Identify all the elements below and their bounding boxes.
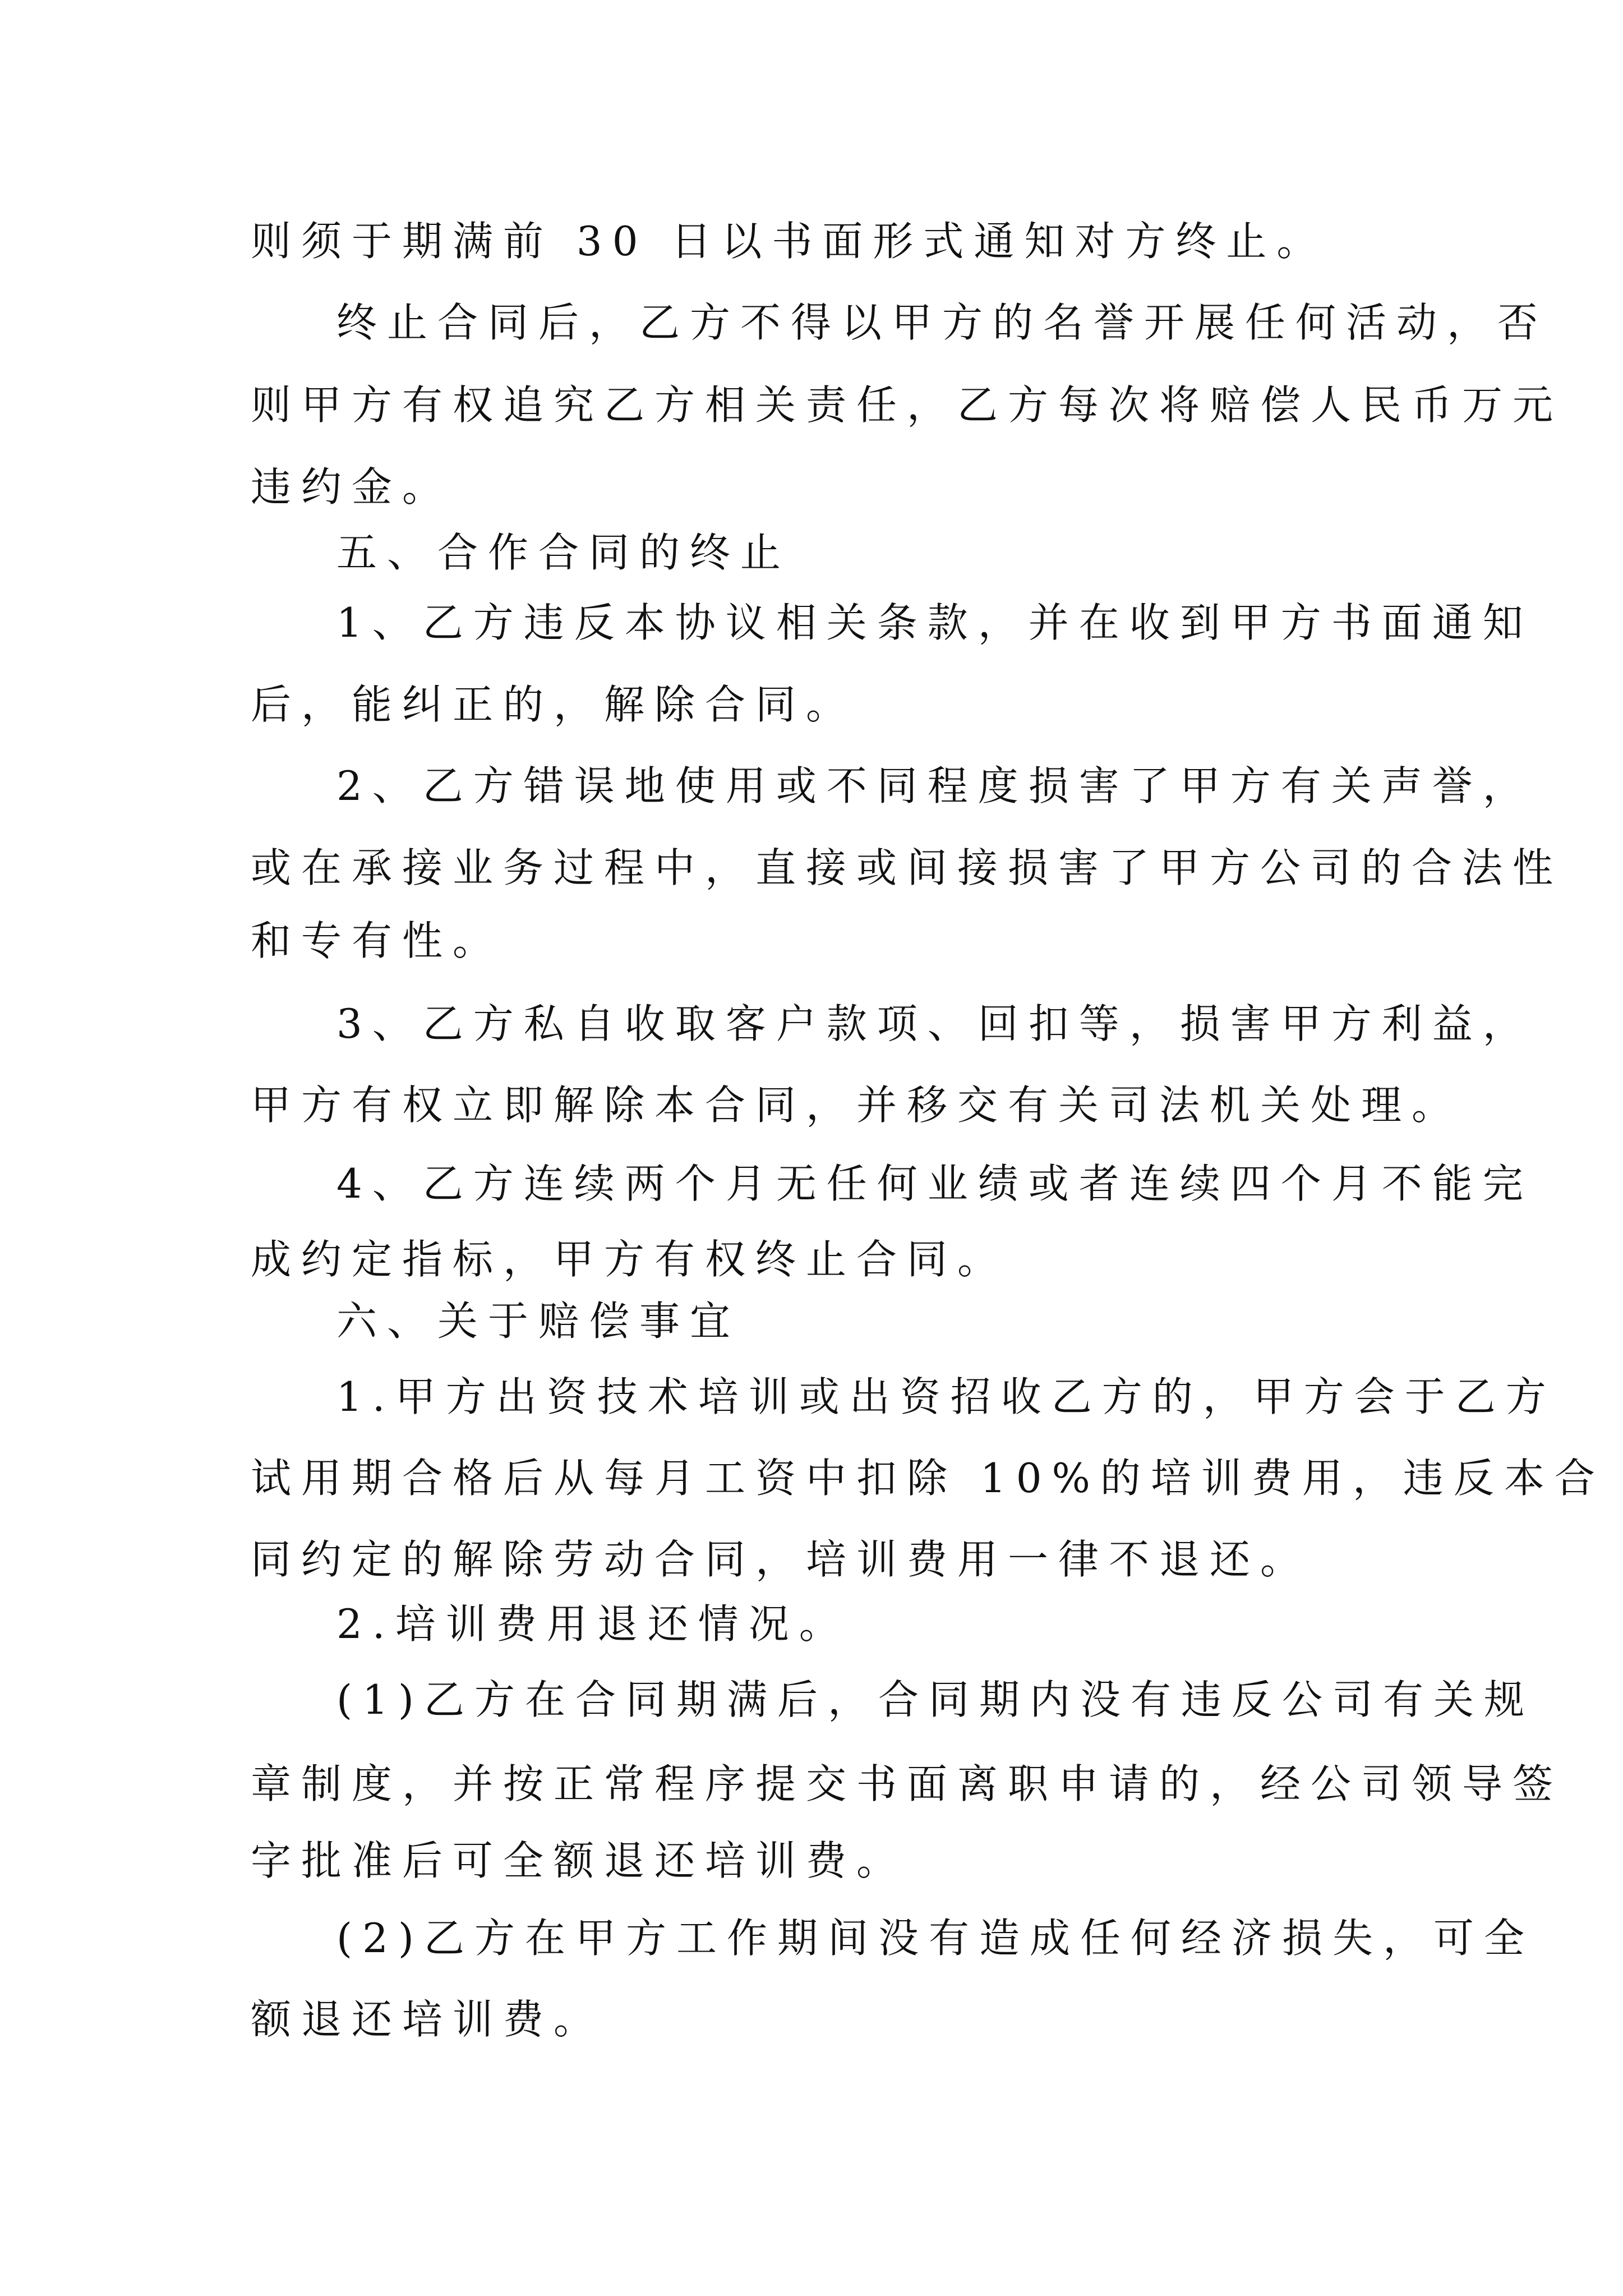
text-line: (1)乙方在合同期满后，合同期内没有违反公司有关规: [336, 1676, 1534, 1723]
text-line: 终止合同后，乙方不得以甲方的名誉开展任何活动，否: [336, 299, 1548, 346]
text-line: (2)乙方在甲方工作期间没有造成任何经济损失，可全: [336, 1915, 1534, 1962]
text-line: 后，能纠正的，解除合同。: [251, 681, 857, 728]
text-line: 3、乙方私自收取客户款项、回扣等，损害甲方利益，: [336, 1000, 1533, 1047]
text-line: 4、乙方连续两个月无任何业绩或者连续四个月不能完: [336, 1160, 1533, 1207]
text-line: 则须于期满前 30 日以书面形式通知对方终止。: [251, 218, 1327, 265]
text-line: 同约定的解除劳动合同，培训费用一律不退还。: [251, 1536, 1311, 1583]
text-line: 则甲方有权追究乙方相关责任，乙方每次将赔偿人民币万元: [251, 381, 1564, 429]
section-heading: 五、合作合同的终止: [336, 529, 791, 576]
text-line: 1、乙方违反本协议相关条款，并在收到甲方书面通知: [336, 599, 1533, 646]
text-line: 字批准后可全额退还培训费。: [251, 1837, 907, 1884]
text-line: 章制度，并按正常程序提交书面离职申请的，经公司领导签: [251, 1760, 1564, 1807]
section-heading: 六、关于赔偿事宜: [336, 1297, 741, 1345]
text-line: 违约金。: [251, 463, 453, 510]
text-line: 1.甲方出资技术培训或出资招收乙方的，甲方会于乙方: [336, 1373, 1556, 1420]
text-line: 和专有性。: [251, 917, 504, 964]
text-line: 2、乙方错误地使用或不同程度损害了甲方有关声誉，: [336, 762, 1533, 809]
text-line: 2.培训费用退还情况。: [336, 1600, 850, 1648]
text-line: 成约定指标，甲方有权终止合同。: [251, 1236, 1008, 1283]
text-line: 或在承接业务过程中，直接或间接损害了甲方公司的合法性: [251, 844, 1564, 891]
text-line: 额退还培训费。: [251, 1996, 605, 2043]
text-line: 试用期合格后从每月工资中扣除 10%的培训费用，违反本合: [251, 1455, 1605, 1502]
text-line: 甲方有权立即解除本合同，并移交有关司法机关处理。: [251, 1082, 1463, 1129]
